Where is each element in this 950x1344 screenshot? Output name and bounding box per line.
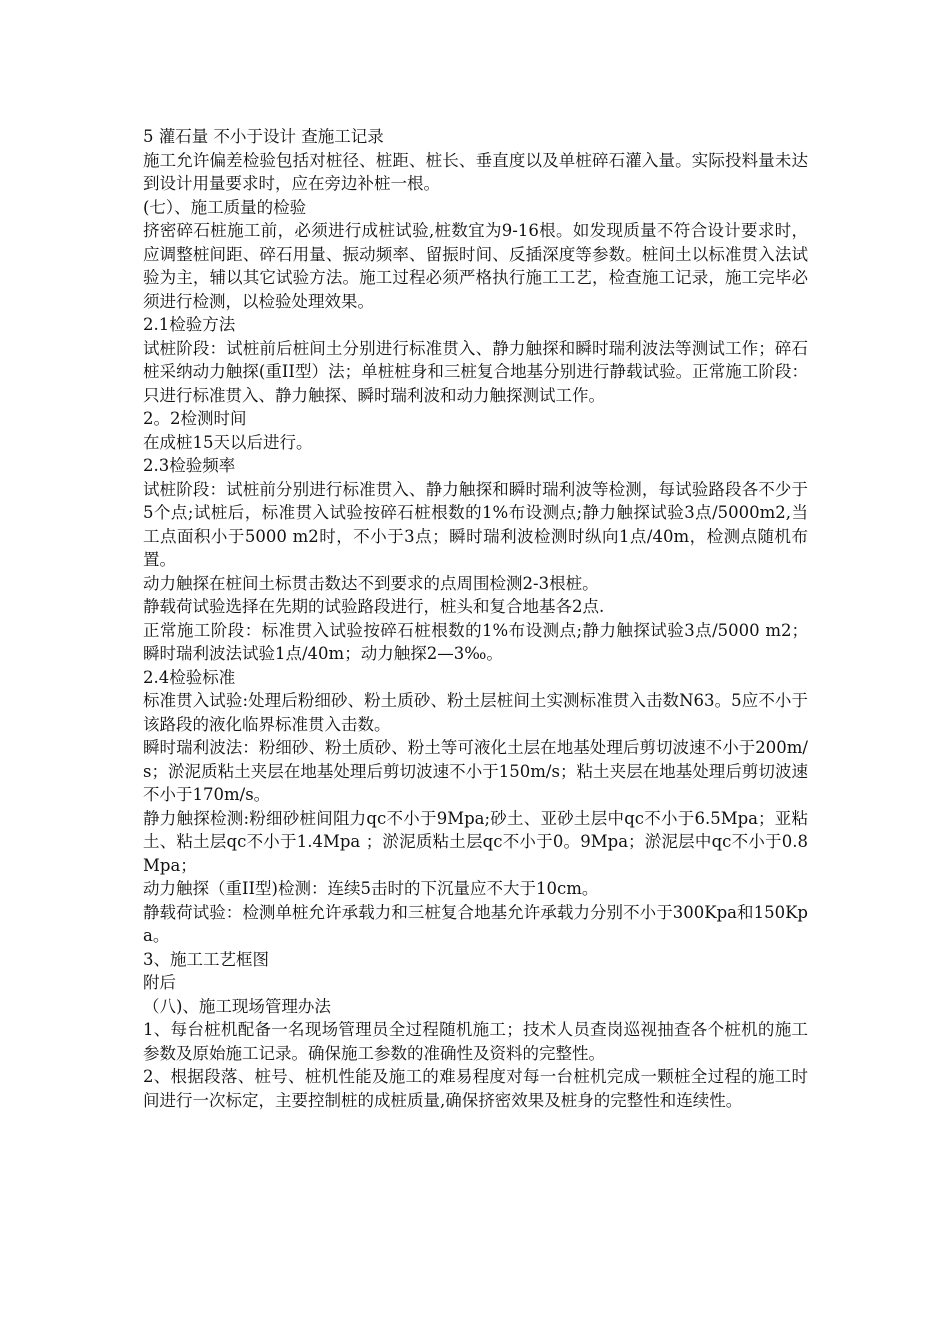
paragraph-management-item-1: 1、每台桩机配备一名现场管理员全过程随机施工；技术人员查岗巡视抽查各个桩机的施工参数及原始施工记录。确保施工参数的准确性及资料的完整性。 — [143, 1020, 808, 1063]
subheading-inspection-frequency: 2.3检验频率 — [143, 456, 236, 475]
document-body — [143, 125, 808, 1112]
paragraph-trial-frequency: 试桩阶段：试桩前分别进行标准贯入、静力触探和瞬时瑞利波等检测，每试验路段各不少于5个点;试桩后，标准贯入试验按碎石桩根数的1%布设测点;静力触探试验3点/5000m2,当工点面积小于5000 m2时，不小于3点；瞬时瑞利波检测时纵向1点/40m，检测点随机布置。 — [143, 479, 808, 569]
paragraph-rayleigh-wave-standard: 瞬时瑞利波法：粉细砂、粉土质砂、粉土等可液化土层在地基处理后剪切波速不小于200m/s；淤泥质粘土夹层在地基处理后剪切波速不小于150m/s；粘土夹层在地基处理后剪切波速不小于170m/s。 — [143, 738, 808, 804]
subheading-process-flowchart: 3、施工工艺框图 — [143, 949, 269, 969]
paragraph-static-load-standard: 静载荷试验：检测单桩允许承载力和三桩复合地基允许承载力分别不小于300Kpa和150Kpa。 — [143, 902, 808, 945]
paragraph-stone-filling-check: 5 灌石量 不小于设计 查施工记录 — [143, 127, 384, 146]
paragraph-allowable-deviation: 施工允许偏差检验包括对桩径、桩距、桩长、垂直度以及单桩碎石灌入量。实际投料量未达到设计用量要求时，应在旁边补桩一根。 — [143, 150, 808, 193]
subheading-inspection-standard: 2.4检验标准 — [143, 667, 236, 687]
paragraph-static-cone-standard: 静力触探检测:粉细砂桩间阻力qc不小于9Mpa;砂土、亚砂土层中qc不小于6.5Mpa；亚粘土、粘土层qc不小于1.4Mpa ；淤泥质粘土层qc不小于0。9Mpa；淤泥层中qc不小于0.8Mpa； — [143, 808, 808, 875]
subheading-inspection-method: 2.1检验方法 — [143, 315, 236, 334]
section-heading-site-management: （八)、施工现场管理办法 — [143, 996, 331, 1016]
paragraph-static-load-selection: 静载荷试验选择在先期的试验路段进行，桩头和复合地基各2点. — [143, 597, 605, 616]
paragraph-trial-pile-test: 挤密碎石桩施工前，必须进行成桩试验,桩数宜为9-16根。如发现质量不符合设计要求时，应调整桩间距、碎石用量、振动频率、留振时间、反插深度等参数。桩间土以标准贯入法试验为主，辅以其它试验方法。施工过程必须严格执行施工工艺，检查施工记录，施工完毕必须进行检测，以检验处理效果。 — [143, 221, 808, 311]
paragraph-dynamic-probe-standard: 动力触探（重II型)检测：连续5击时的下沉量应不大于10cm。 — [143, 879, 599, 898]
section-heading-quality-inspection: (七）、施工质量的检验 — [143, 197, 307, 217]
paragraph-inspection-method: 试桩阶段：试桩前后桩间土分别进行标准贯入、静力触探和瞬时瑞利波法等测试工作；碎石桩采纳动力触探(重II型）法；单桩桩身和三桩复合地基分别进行静载试验。正常施工阶段：只进行标准贯入、静力触探、瞬时瑞利波和动力触探测试工作。 — [143, 338, 808, 405]
paragraph-normal-frequency: 正常施工阶段：标准贯入试验按碎石桩根数的1%布设测点;静力触探试验3点/5000 m2；瞬时瑞利波法试验1点/40m；动力触探2—3‰。 — [143, 620, 808, 663]
subheading-inspection-time: 2。2检测时间 — [143, 409, 247, 428]
paragraph-inspection-time: 在成桩15天以后进行。 — [143, 432, 313, 452]
paragraph-dynamic-probe: 动力触探在桩间土标贯击数达不到要求的点周围检测2-3根桩。 — [143, 573, 599, 593]
paragraph-management-item-2: 2、根据段落、桩号、桩机性能及施工的难易程度对每一台桩机完成一颗桩全过程的施工时间进行一次标定，主要控制桩的成桩质量,确保挤密效果及桩身的完整性和连续性。 — [143, 1067, 808, 1110]
paragraph-spt-standard: 标准贯入试验:处理后粉细砂、粉土质砂、粉土层桩间土实测标准贯入击数N63。5应不小于该路段的液化临界标准贯入击数。 — [143, 691, 808, 734]
paragraph-attached-after: 附后 — [143, 973, 176, 992]
